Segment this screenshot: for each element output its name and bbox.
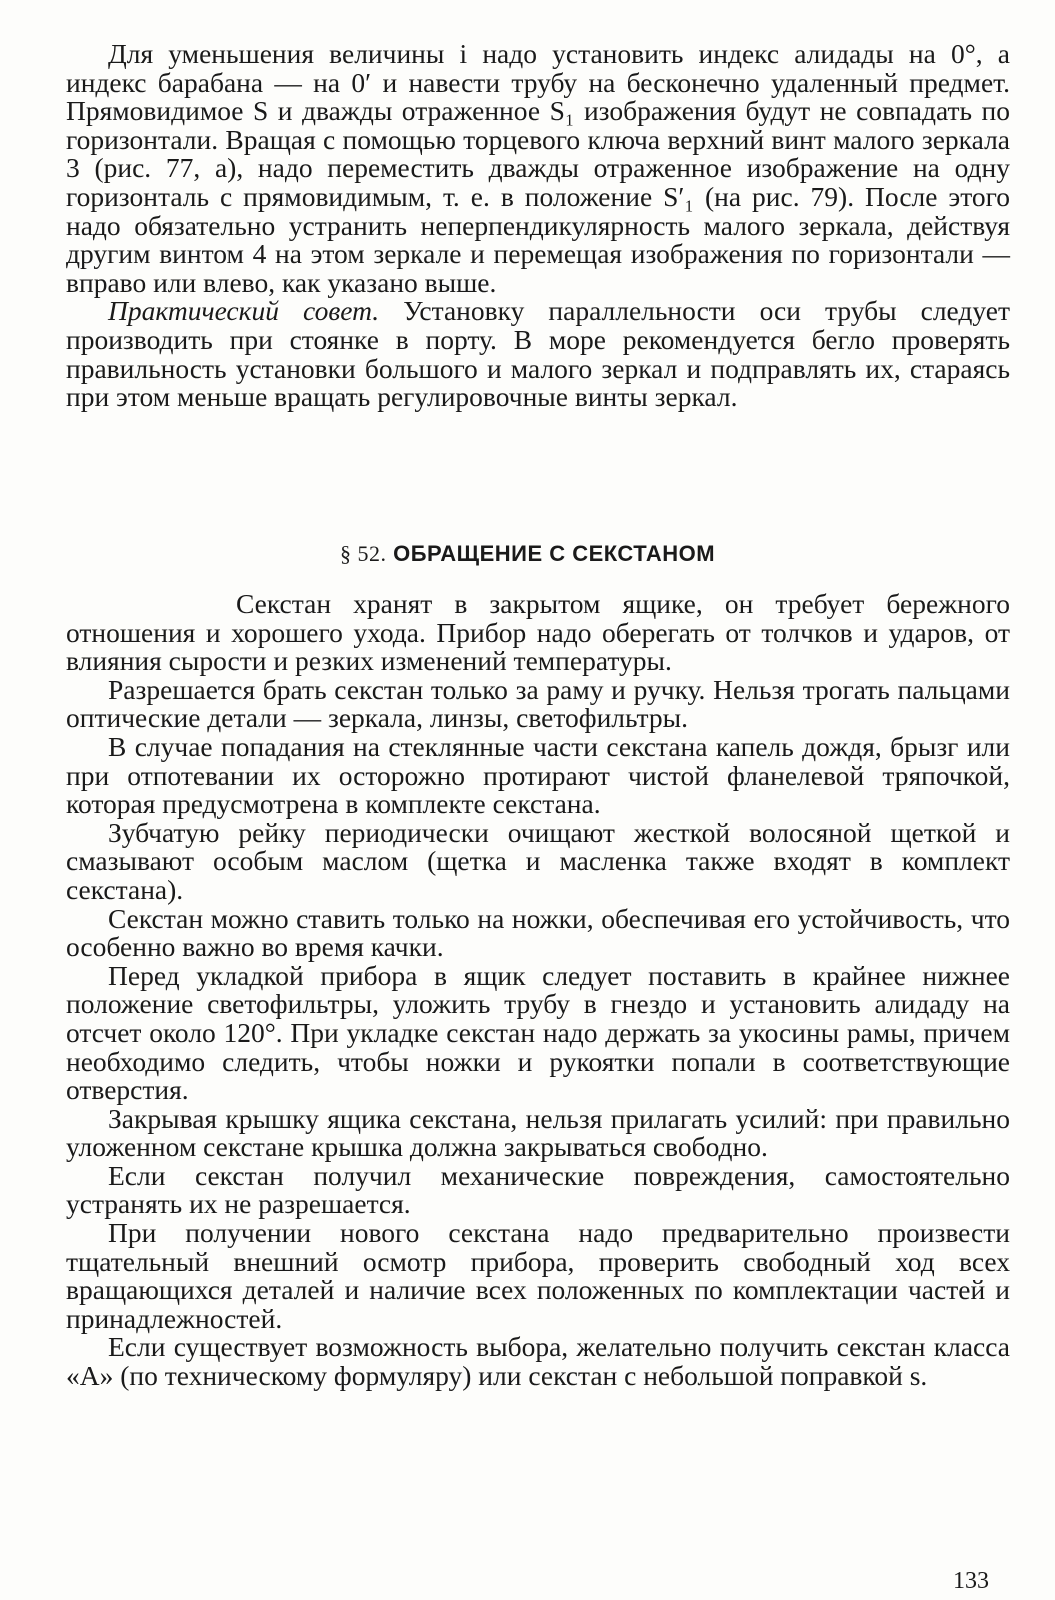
paragraph-handling: Разрешается брать секстан только за раму и ручку. Нельзя трогать пальцами оптические детали — зеркала, линзы, светофильтры.: [66, 673, 1010, 734]
paragraph-closing-lid: Закрывая крышку ящика секстана, нельзя прилагать усилий: при правильно уложенном секстане крышка должна закрываться свободно.: [66, 1102, 1010, 1163]
section-number: § 52.: [339, 541, 387, 566]
paragraph-selection: Если существует возможность выбора, желательно получить секстан класса «А» (по техническому формуляру) или секстан с небольшой поправкой s.: [66, 1331, 1010, 1392]
paragraph-damage: Если секстан получил механические повреждения, самостоятельно устранять их не разрешается.: [66, 1159, 1010, 1220]
section-body: [66, 590, 1010, 1391]
paragraph-packing: Перед укладкой прибора в ящик следует поставить в крайнее нижнее положение светофильтры, уложить трубу в гнездо и установить алидаду на отсчет около 120°. При укладке секстан надо держать за укосины рамы, причем необходимо следить, чтобы ножки и рукоятки попали в соответствующие отверстия.: [66, 959, 1010, 1106]
paragraph-placement: Секстан можно ставить только на ножки, обеспечивая его устойчивость, что особенно важно во время качки.: [66, 902, 1010, 963]
paragraph-mirror-adjustment: Для уменьшения величины i надо установить индекс алидады на 0°, а индекс барабана — на 0′ и навести трубу на бесконечно удаленный предмет. Прямовидимое S и дважды отраженное S₁ изображения будут не совпадать по горизонтали. Вращая с помощью торцевого ключа верхний винт малого зеркала 3 (рис. 77, а), надо переместить дважды отраженное изображение на одну горизонталь с прямовидимым, т. е. в положение S′₁ (на рис. 79). После этого надо обязательно устранить неперпендикулярность малого зеркала, действуя другим винтом 4 на этом зеркале и перемещая изображения по горизонтали — вправо или влево, как указано выше.: [66, 38, 1010, 298]
paragraph-new-sextant: При получении нового секстана надо предварительно произвести тщательный внешний осмотр прибора, проверить свободный ход всех вращающихся деталей и наличие всех положенных по комплектации частей и принадлежностей.: [66, 1217, 1010, 1334]
practical-advice-lead: Практический совет.: [108, 295, 380, 327]
section-title: ОБРАЩЕНИЕ С СЕКСТАНОМ: [393, 541, 716, 566]
paragraph-storage: Секстан хранят в закрытом ящике, он требует бережного отношения и хорошего ухода. Прибор надо оберегать от толчков и ударов, от влияния сырости и резких изменений температуры.: [66, 588, 1010, 677]
section-heading: [0, 541, 1055, 567]
paragraph-practical-advice: [66, 297, 1010, 411]
paragraph-cleaning-glass: В случае попадания на стеклянные части секстана капель дождя, брызг или при отпотевании их осторожно протирают чистой фланелевой тряпочкой, которая предусмотрена в комплекте секстана.: [66, 730, 1010, 820]
paragraph-rack-maintenance: Зубчатую рейку периодически очищают жесткой волосяной щеткой и смазывают особым маслом (щетка и масленка также входят в комплект секстана).: [66, 816, 1010, 905]
page-number: 133: [953, 1568, 989, 1594]
continued-text: [66, 40, 1010, 412]
practical-advice-text: Установку параллельности оси трубы следует производить при стоянке в порту. В море рекомендуется бегло проверять правильность установки большого и малого зеркал и подправлять их, стараясь при этом меньше вращать регулировочные винты зеркал.: [66, 295, 1010, 413]
